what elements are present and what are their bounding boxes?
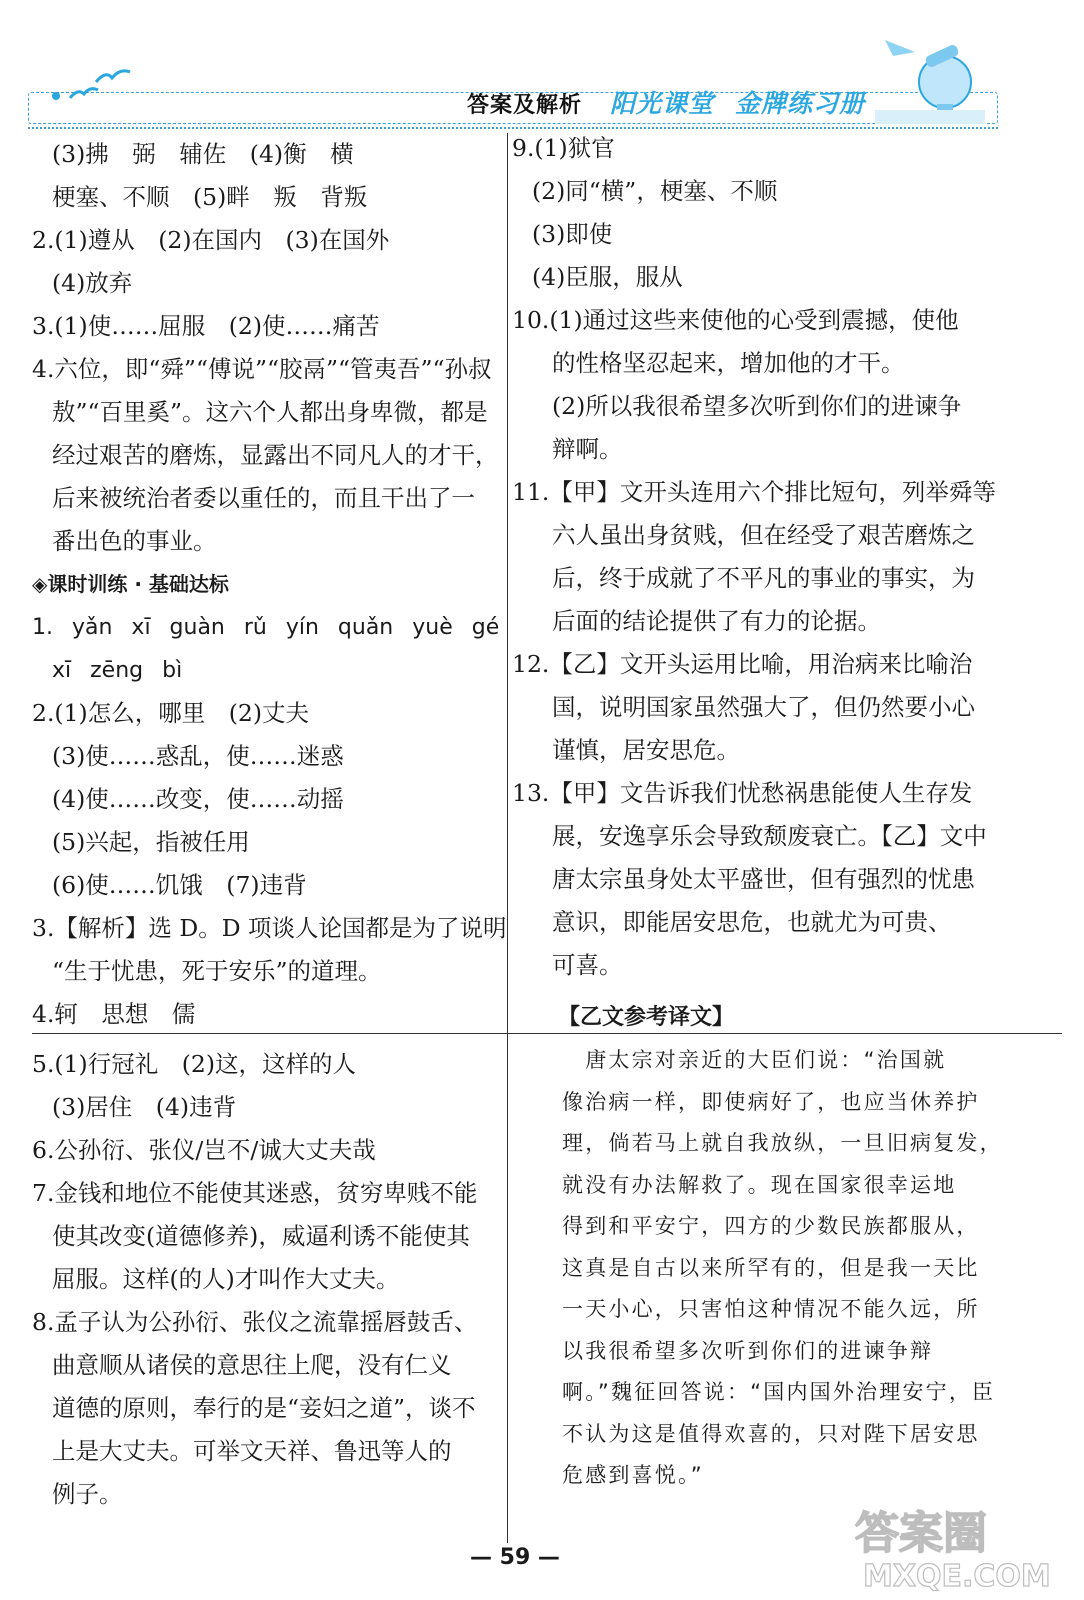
page-header [0,0,1084,130]
watermark-text-bottom: MXQE.COM [863,1559,1051,1594]
brand-name-b: 金牌练习册 [735,89,866,118]
answer-line: 展，安逸享乐会导致颓废衰亡。【乙】文中 [552,822,987,850]
answer-line: (3)使……惑乱，使……迷惑 [52,742,344,770]
right-answers [512,127,996,987]
answer-line: (4)放弃 [52,269,133,297]
answer-line: 2.(1)怎么，哪里 (2)丈夫 [32,699,309,727]
answer-line: 2.(1)遵从 (2)在国内 (3)在国外 [32,226,390,254]
column-divider [507,133,508,1543]
answer-line: 12.【乙】文开头运用比喻，用治病来比喻治 [512,650,973,678]
answer-line: (3)即使 [532,220,613,248]
left-bottom-answers [32,1043,502,1516]
answer-line: 辩啊。 [552,435,623,463]
answer-line: 8.孟子认为公孙衍、张仪之流靠摇唇鼓舌、 [32,1308,478,1336]
watermark-text-top: 答案圈 [855,1508,987,1559]
answer-line: 梗塞、不顺 (5)畔 叛 背叛 [52,183,368,211]
answer-line: 敖”“百里奚”。这六个人都出身卑微，都是 [52,398,488,426]
answer-line: 11.【甲】文开头连用六个排比短句，列举舜等 [512,478,996,506]
answer-line: 番出色的事业。 [52,527,217,555]
left-mid-answers [32,692,507,1036]
translation-line: 一天小心，只害怕这种情况不能久远，所 [562,1297,980,1321]
answer-line: 后面的结论提供了有力的论据。 [552,607,881,635]
pinyin-line-2: xī zēng bì [52,658,183,683]
translation-line: 不认为这是值得欢喜的，只对陛下居安思 [562,1421,980,1446]
answer-line: 3.【解析】选 D。D 项谈人论国都是为了说明 [32,914,507,942]
answer-line: 使其改变(道德修养)，威逼利诱不能使其 [52,1222,470,1250]
answer-line: (4)使……改变，使……动摇 [52,785,344,813]
globe-telescope-icon [875,30,985,125]
brand-name-a: 阳光课堂 [610,89,715,118]
answer-line: 10.(1)通过这些来使他的心受到震撼，使他 [512,306,959,334]
translation-line: 就没有办法解救了。现在国家很幸运地 [562,1172,957,1197]
translation-line: 得到和平安宁，四方的少数民族都服从， [562,1214,980,1238]
answer-line: 国，说明国家虽然强大了，但仍然要小心 [552,693,975,721]
answer-line: (2)同“横”，梗塞、不顺 [532,177,778,205]
answer-line: “生于忧患，死于安乐”的道理。 [52,957,382,985]
answer-line: 唐太宗虽身处太平盛世，但有强烈的忧患 [552,865,975,893]
translation-line: 以我很希望多次听到你们的进谏争辩 [562,1338,934,1363]
answer-line: (2)所以我很希望多次听到你们的进谏争 [552,392,962,420]
answer-line: 后来被统治者委以重任的，而且干出了一 [52,484,475,512]
translation-text [562,1040,1003,1497]
translation-line: 这真是自古以来所罕有的，但是我一天比 [562,1255,980,1280]
answer-title: 答案及解析 [467,93,583,118]
answer-line: (4)臣服，服从 [532,263,683,291]
left-top-answers [32,133,500,563]
answer-line: 4.轲 思想 儒 [32,1000,196,1028]
pinyin-line-1: 1. yǎn xī guàn rǔ yín quǎn yuè gé [32,615,500,640]
answer-line: 后，终于成就了不平凡的事业的事实，为 [552,564,975,592]
translation-line: 危感到喜悦。” [562,1463,704,1487]
answer-line: 7.金钱和地位不能使其迷惑，贫穷卑贱不能 [32,1179,478,1207]
answer-line: 的性格坚忍起来，增加他的才干。 [552,349,905,377]
left-bottom-column [32,1043,502,1516]
answer-line: 谨慎，居安思危。 [552,736,740,764]
answer-line: 曲意顺从诸侯的意思往上爬，没有仁义 [52,1351,452,1379]
section-heading: ◈课时训练 · 基础达标 [32,572,229,596]
answer-line: 3.(1)使……屈服 (2)使……痛苦 [32,312,380,340]
answer-line: 上是大丈夫。可举文天祥、鲁迅等人的 [52,1437,452,1465]
translation-title: 【乙文参考译文】 [558,1005,735,1030]
answer-line: 6.公孙衍、张仪/岂不/诚大丈夫哉 [32,1136,376,1164]
answer-line: 道德的原则，奉行的是“妾妇之道”，谈不 [52,1394,476,1422]
answer-line: (3)居住 (4)违背 [52,1093,237,1121]
answer-line: 9.(1)狱官 [512,134,615,162]
answer-line: 5.(1)行冠礼 (2)这，这样的人 [32,1050,356,1078]
translation-line: 理，倘若马上就自我放纵，一旦旧病复发， [562,1131,1003,1155]
translation-line: 像治病一样，即使病好了，也应当休养护 [562,1089,980,1114]
answer-line: (3)拂 弼 辅佐 (4)衡 横 [52,140,354,168]
answer-line: 4.六位，即“舜”“傅说”“胶鬲”“管夷吾”“孙叔 [32,355,492,383]
answer-line: (5)兴起，指被任用 [52,828,250,856]
translation-line: 唐太宗对亲近的大臣们说：“治国就 [562,1048,947,1072]
translation-line: 啊。”魏征回答说：“国内国外治理安宁，臣 [562,1380,996,1404]
answer-line: 屈服。这样(的人)才叫作大丈夫。 [52,1265,400,1293]
answer-line: 13.【甲】文告诉我们忧愁祸患能使人生存发 [512,779,973,807]
answer-line: (6)使……饥饿 (7)违背 [52,871,307,899]
page-number: — 59 — [470,1545,560,1570]
answer-line: 六人虽出身贫贱，但在经受了艰苦磨炼之 [552,521,975,549]
answer-line: 可喜。 [552,951,623,979]
right-column [512,127,996,987]
answer-line: 经过艰苦的磨炼，显露出不同凡人的才干， [52,441,499,469]
answer-line: 意识，即能居安思危，也就尤为可贵、 [552,908,952,936]
left-column [32,133,507,1036]
answer-line: 例子。 [52,1480,123,1508]
watermark-logo [845,1500,1070,1595]
